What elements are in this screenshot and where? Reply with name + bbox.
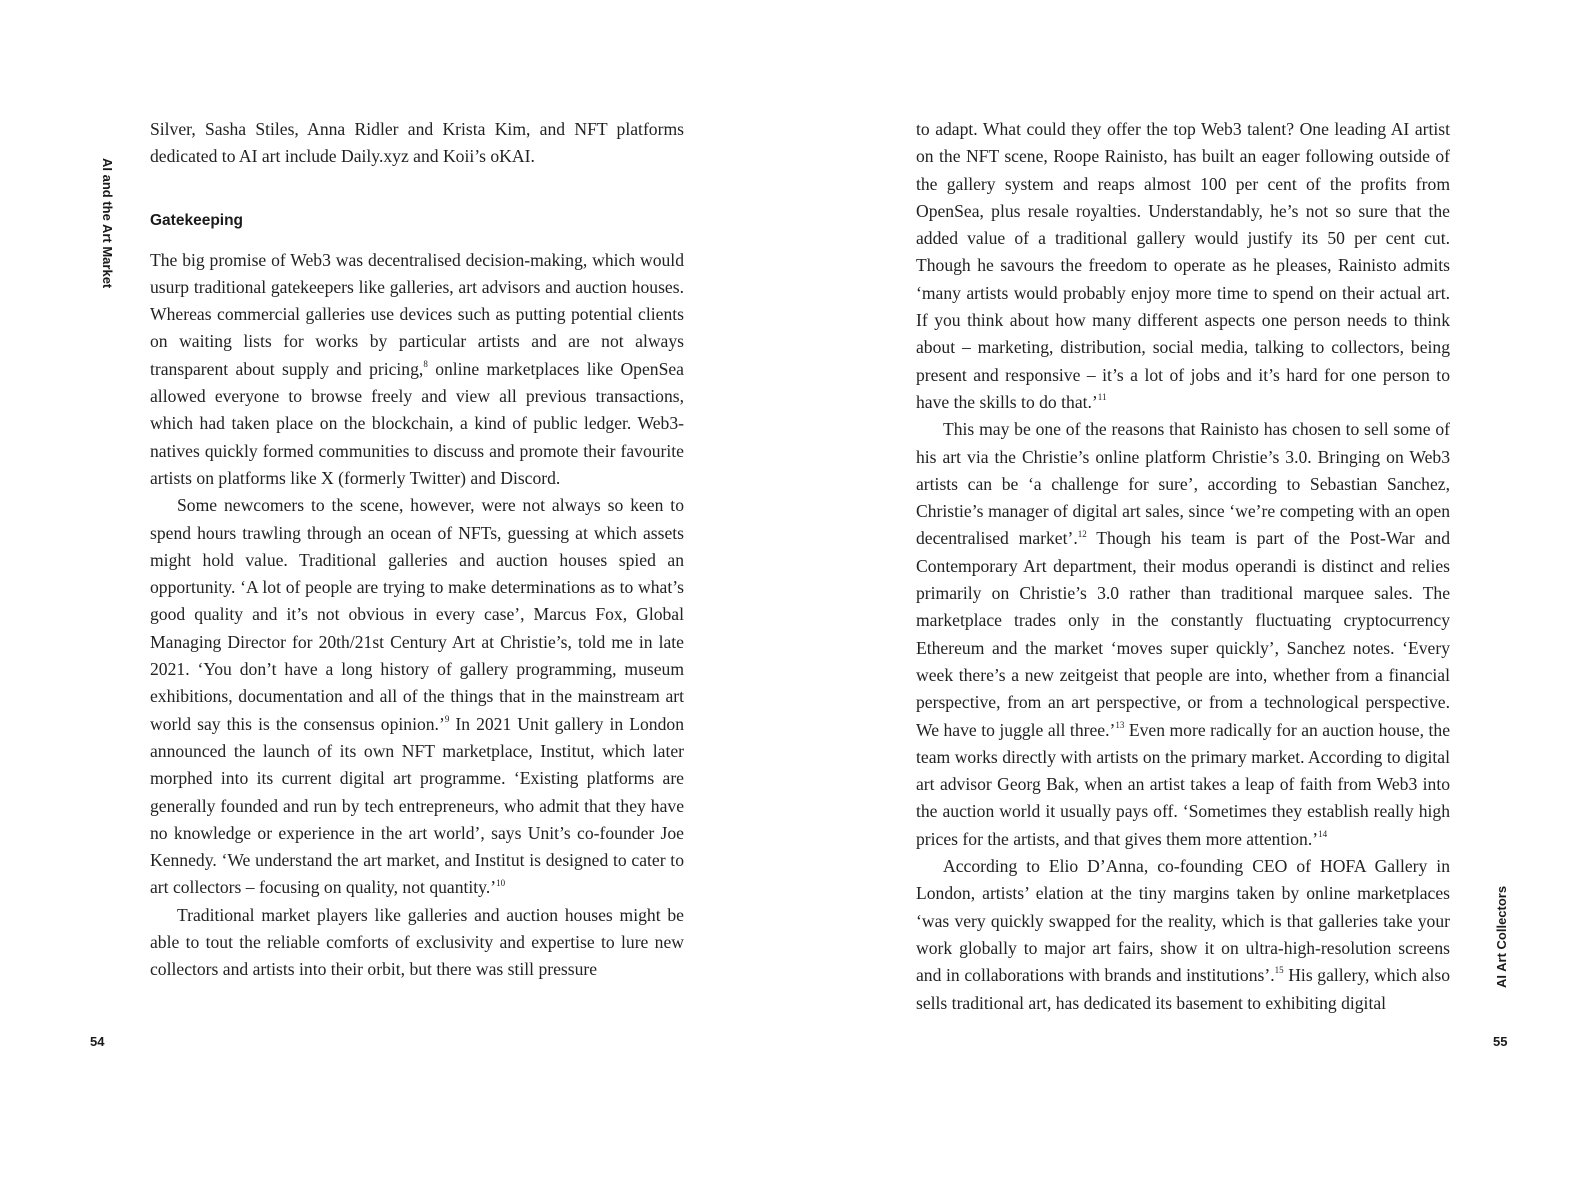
paragraph-text: His gallery, which also sells traditional art, has dedicated its basement to exhibiting digital [916,965,1450,1013]
footnote-ref: 13 [1115,719,1125,730]
paragraph-text: In 2021 Unit gallery in London announced the launch of its own NFT marketplace, Institut, which later morphed into its current digital art programme. ‘Existing platforms are generally founded and run by tech entrepreneurs, who admit that they have no knowledge or experience in the art world’, says Unit’s co-founder Joe Kennedy. ‘We understand the art market, and Institut is designed to cater to art collectors – focusing on quality, not quantity.’ [150,713,684,898]
right-text-column [916,116,1450,1017]
paragraph-text: online marketplaces like OpenSea allowed everyone to browse freely and view all previous transactions, which had taken place on the blockchain, a kind of public ledger. Web3-natives quickly formed communities to discuss and promote their favourite artists on platforms like X (formerly Twitter) and Discord. [150,358,684,488]
paragraph [916,853,1450,1017]
paragraph [916,116,1450,416]
paragraph-text: According to Elio D’Anna, co-founding CEO of HOFA Gallery in London, artists’ elation at the tiny margins taken by online marketplaces ‘was very quickly swapped for the reality, which is that galleries take your work globally to major art fairs, show it on ultra-high-resolution screens and in collaborations with brands and institutions’. [916,856,1450,986]
paragraph [150,247,684,493]
paragraph-text: to adapt. What could they offer the top Web3 talent? One leading AI artist on the NFT scene, Roope Rainisto, has built an eager following outside of the gallery system and reaps almost 100 per cent of the profits from OpenSea, plus resale royalties. Understandably, he’s not so sure that the added value of a traditional gallery would justify its 50 per cent cut. Though he savours the freedom to operate as he pleases, Rainisto admits ‘many artists would probably enjoy more time to spend on their actual art. If you think about how many different aspects one person needs to think about – marketing, distribution, social media, talking to collectors, being present and responsive – it’s a lot of jobs and it’s hard for one person to have the skills to do that.’ [916,119,1450,412]
footnote-ref: 14 [1318,828,1328,839]
footnote-ref: 12 [1077,528,1087,539]
section-heading: Gatekeeping [150,211,244,229]
right-page [798,0,1596,1189]
left-text-column [150,116,684,984]
paragraph: Traditional market players like galleries and auction houses might be able to tout the reliable comforts of exclusivity and expertise to lure new collectors and artists into their orbit, but there was still pressure [150,904,684,980]
footnote-ref: 8 [423,358,428,369]
paragraph-text: Though his team is part of the Post-War and Contemporary Art department, their modus operandi is distinct and relies primarily on Christie’s 3.0 rather than traditional marquee sales. The marketplace trades only in the constantly fluctuating cryptocurrency Ethereum and the market ‘moves super quickly’, Sanchez notes. ‘Every week there’s a new zeitgeist that people are into, whether from a financial perspective, from an art perspective, or from a technological perspective. We have to juggle all three.’ [916,528,1451,740]
paragraph-text: Even more radically for an auction house, the team works directly with artists on the primary market. According to digital art advisor Georg Bak, when an artist takes a leap of faith from Web3 into the auction world it usually pays off. ‘Sometimes they establish really high prices for the artists, and that gives them more attention.’ [916,719,1451,849]
paragraph-text: The big promise of Web3 was decentralised decision-making, which would usurp traditional gatekeepers like galleries, art advisors and auction houses. Whereas commercial galleries use devices such as putting potential clients on waiting lists for works by particular artists and are not always transparent about supply and pricing, [150,249,684,379]
page-number-left: 54 [90,1034,105,1049]
paragraph [150,492,684,901]
footnote-ref: 9 [444,713,450,724]
running-head-right: AI Art Collectors [1494,885,1509,988]
paragraph-text: Some newcomers to the scene, however, were not always so keen to spend hours trawling through an ocean of NFTs, guessing at which assets might hold value. Traditional galleries and auction houses spied an opportunity. ‘A lot of people are trying to make determinations as to what’s good quality and it’s not obvious in every case’, Marcus Fox, Global Managing Director for 20th/21st Century Art at Christie’s, told me in late 2021. ‘You don’t have a long history of gallery programming, museum exhibitions, documentation and all of the things that in the mainstream art world say this is the consensus opinion.’ [150,495,684,734]
paragraph-text: This may be one of the reasons that Rainisto has chosen to sell some of his art via the Christie’s online platform Christie’s 3.0. Bringing on Web3 artists can be ‘a challenge for sure’, according to Sebastian Sanchez, Christie’s manager of digital art sales, since ‘we’re competing with an open decentralised market’. [916,419,1450,549]
page-number-right: 55 [1493,1034,1508,1049]
footnote-ref: 15 [1274,965,1284,976]
footnote-ref: 10 [496,877,506,888]
paragraph [916,416,1450,853]
intro-paragraph: Silver, Sasha Stiles, Anna Ridler and Krista Kim, and NFT platforms dedicated to AI art include Daily.xyz and Koii’s oKAI. [150,119,684,167]
footnote-ref: 11 [1097,392,1107,403]
running-head-left: AI and the Art Market [100,158,115,289]
